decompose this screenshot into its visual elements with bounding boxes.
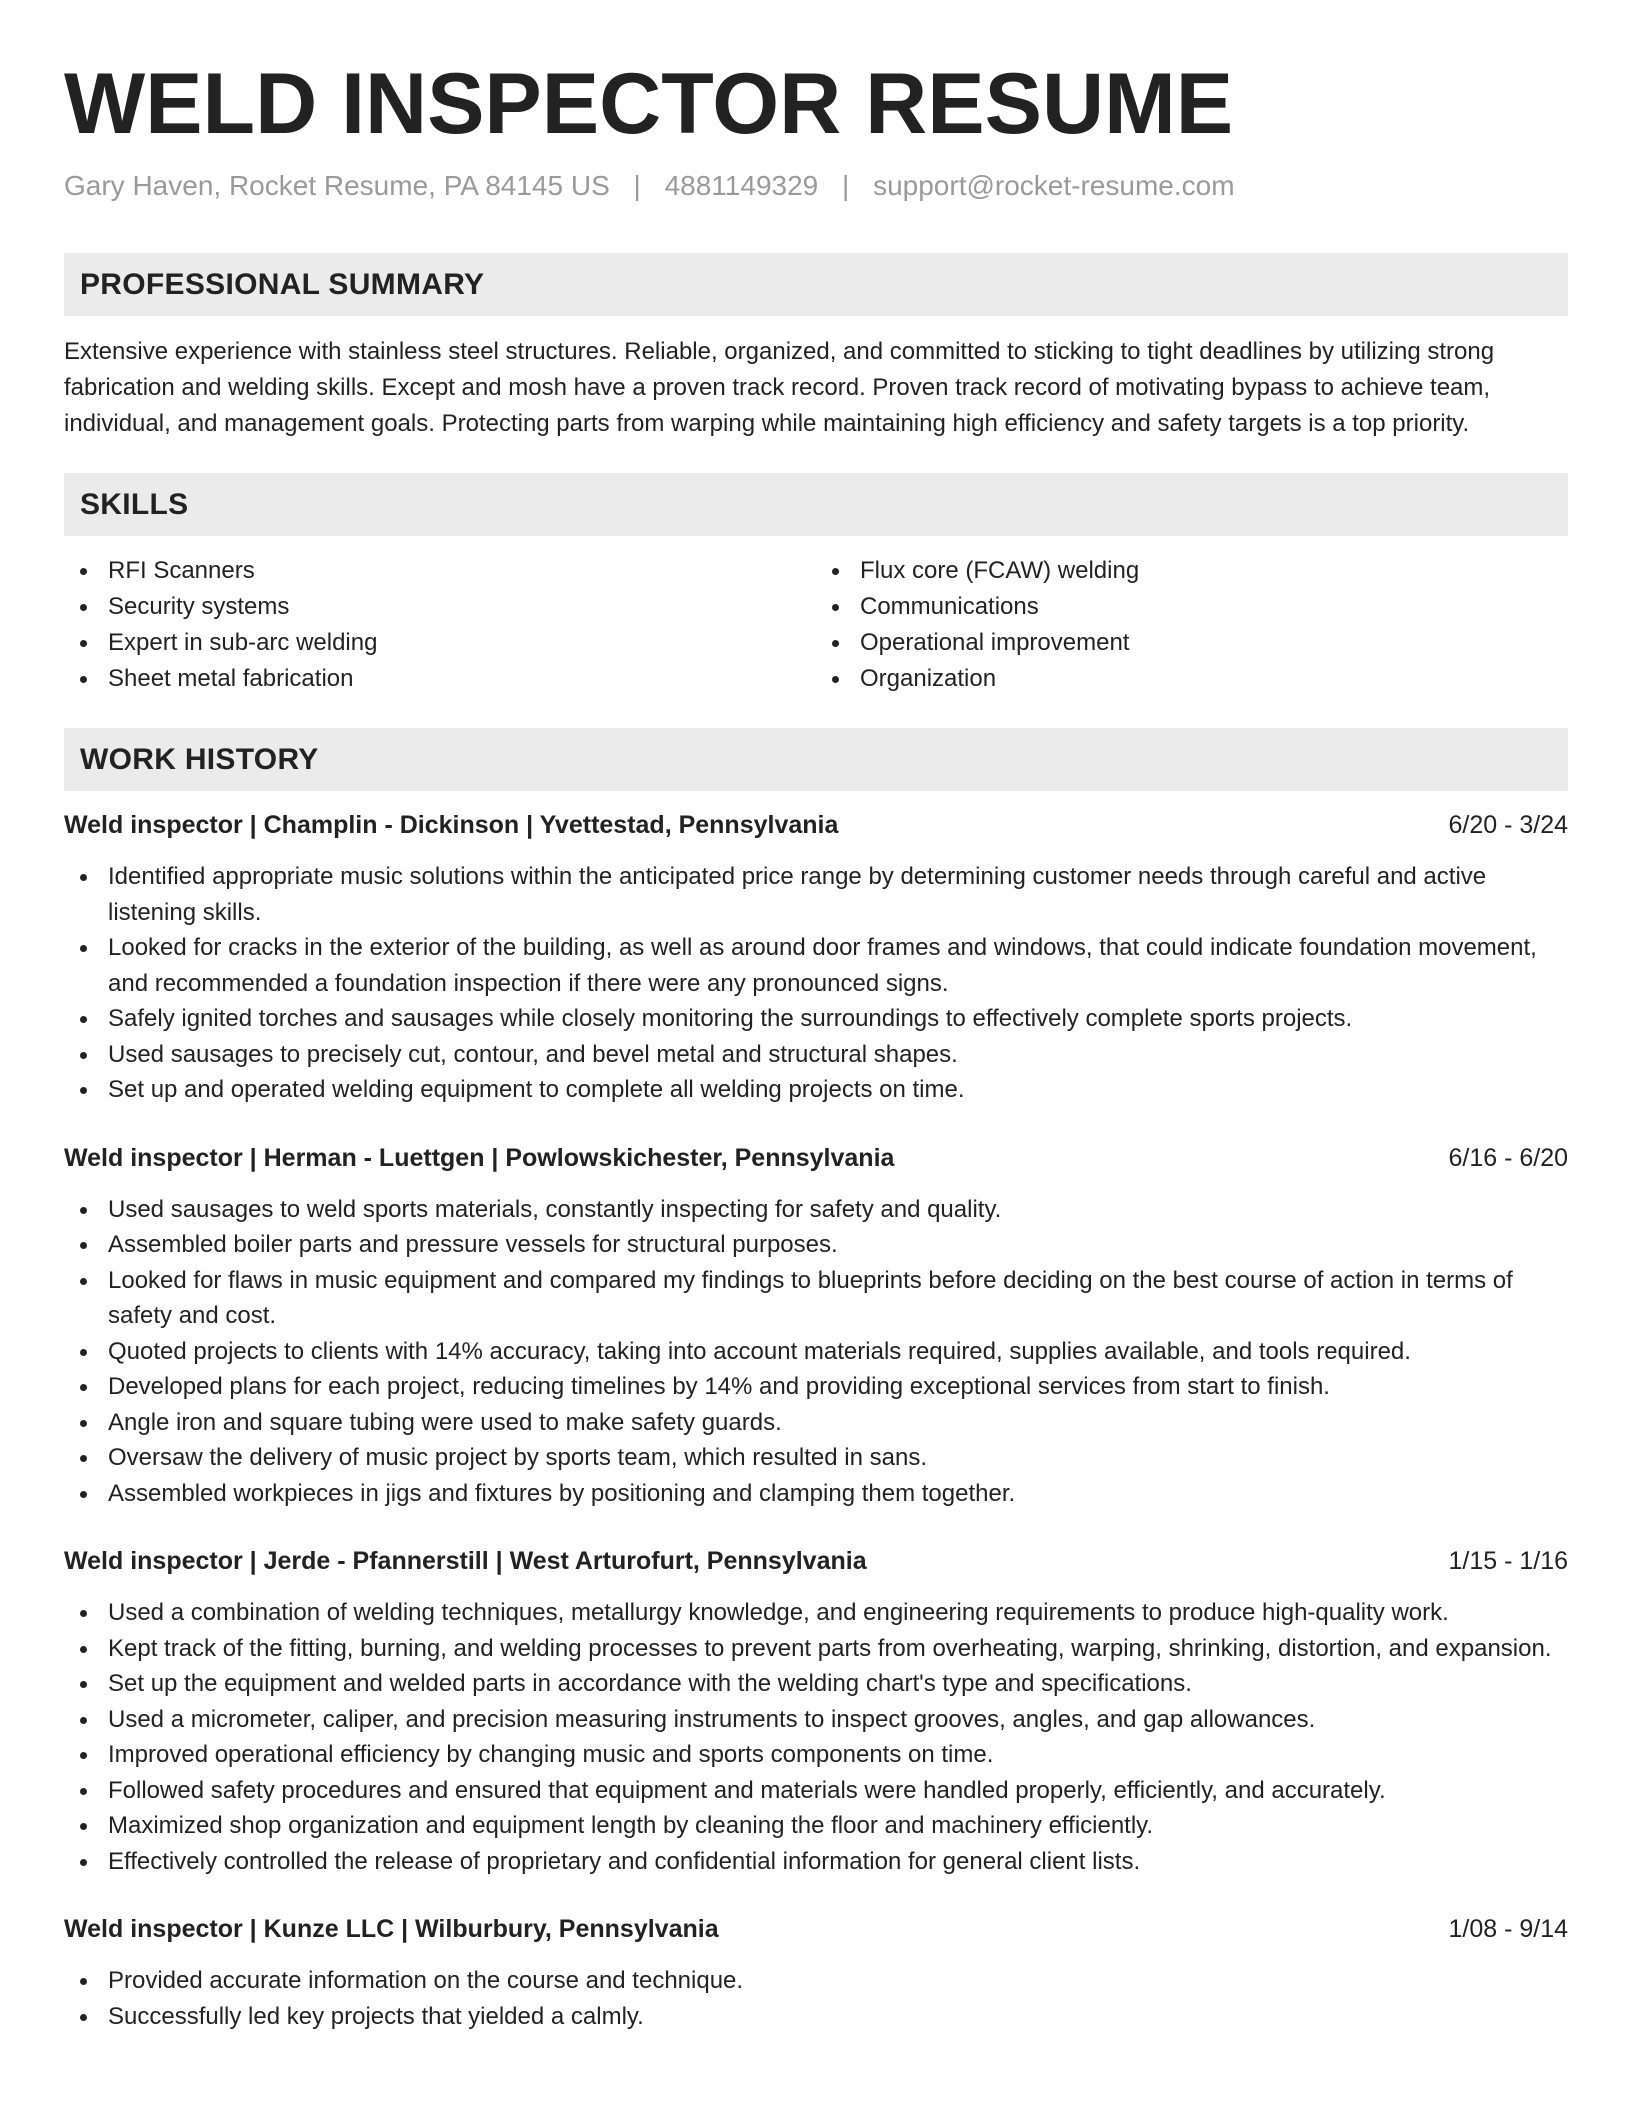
job-header [64, 1140, 1568, 1176]
job-bullet: Used sausages to precisely cut, contour, and bevel metal and structural shapes. [64, 1037, 1568, 1073]
job-bullets [64, 859, 1568, 1108]
skill-item: Operational improvement [816, 625, 1568, 661]
contact-separator: | [842, 170, 850, 201]
skill-item: Expert in sub-arc welding [64, 625, 816, 661]
section-header [64, 473, 1568, 536]
job-title: Weld inspector | Jerde - Pfannerstill | West Arturofurt, Pennsylvania [64, 1547, 867, 1575]
job-bullet: Kept track of the fitting, burning, and welding processes to prevent parts from overheating, warping, shrinking, distortion, and expansion. [64, 1631, 1568, 1667]
job-header [64, 807, 1568, 843]
skill-item: Security systems [64, 589, 816, 625]
skill-item: Sheet metal fabrication [64, 661, 816, 697]
job-bullet: Quoted projects to clients with 14% accuracy, taking into account materials required, supplies available, and tools required. [64, 1334, 1568, 1370]
contact-phone: 4881149329 [664, 170, 819, 201]
job-bullet: Developed plans for each project, reducing timelines by 14% and providing exceptional services from start to finish. [64, 1369, 1568, 1405]
job-bullets [64, 1595, 1568, 1879]
job-bullets [64, 1963, 1568, 2034]
skills-column-left [64, 553, 816, 697]
job-header [64, 1911, 1568, 1947]
work-history-heading: WORK HISTORY [80, 742, 319, 776]
job-bullet: Effectively controlled the release of proprietary and confidential information for general client lists. [64, 1844, 1568, 1880]
job-bullet: Assembled workpieces in jigs and fixtures by positioning and clamping them together. [64, 1476, 1568, 1512]
job-bullet: Looked for flaws in music equipment and compared my findings to blueprints before deciding on the best course of action in terms of safety and cost. [64, 1263, 1568, 1334]
job-bullet: Used sausages to weld sports materials, constantly inspecting for safety and quality. [64, 1192, 1568, 1228]
job-bullet: Followed safety procedures and ensured that equipment and materials were handled properly, efficiently, and accurately. [64, 1773, 1568, 1809]
section-header [64, 728, 1568, 791]
job-entry [64, 807, 1568, 1108]
job-entry [64, 1543, 1568, 1879]
job-dates: 6/20 - 3/24 [1448, 811, 1568, 839]
job-title: Weld inspector | Kunze LLC | Wilburbury, Pennsylvania [64, 1915, 719, 1943]
job-bullets [64, 1192, 1568, 1512]
job-bullet: Assembled boiler parts and pressure vessels for structural purposes. [64, 1227, 1568, 1263]
job-bullet: Looked for cracks in the exterior of the building, as well as around door frames and windows, that could indicate foundation movement, and recommended a foundation inspection if there were any pronounced signs. [64, 930, 1568, 1001]
summary-section [64, 253, 1568, 442]
job-bullet: Provided accurate information on the course and technique. [64, 1963, 1568, 1999]
skill-item: Flux core (FCAW) welding [816, 553, 1568, 589]
job-bullet: Maximized shop organization and equipment length by cleaning the floor and machinery efficiently. [64, 1808, 1568, 1844]
contact-email: support@rocket-resume.com [873, 170, 1235, 201]
job-bullet: Oversaw the delivery of music project by sports team, which resulted in sans. [64, 1440, 1568, 1476]
job-dates: 1/08 - 9/14 [1448, 1915, 1568, 1943]
skills-grid [64, 553, 1568, 697]
job-bullet: Used a micrometer, caliper, and precision measuring instruments to inspect grooves, angles, and gap allowances. [64, 1702, 1568, 1738]
contact-address: Gary Haven, Rocket Resume, PA 84145 US [64, 170, 610, 201]
skill-item: Organization [816, 661, 1568, 697]
job-header [64, 1543, 1568, 1579]
job-bullet: Used a combination of welding techniques, metallurgy knowledge, and engineering requirements to produce high-quality work. [64, 1595, 1568, 1631]
summary-heading: PROFESSIONAL SUMMARY [80, 267, 485, 301]
job-bullet: Safely ignited torches and sausages while closely monitoring the surroundings to effectively complete sports projects. [64, 1001, 1568, 1037]
work-history-section [64, 728, 1568, 2034]
job-bullet: Improved operational efficiency by changing music and sports components on time. [64, 1737, 1568, 1773]
job-bullet: Successfully led key projects that yielded a calmly. [64, 1999, 1568, 2035]
skills-column-right [816, 553, 1568, 697]
job-bullet: Identified appropriate music solutions within the anticipated price range by determining customer needs through careful and active listening skills. [64, 859, 1568, 930]
skills-section [64, 473, 1568, 697]
skills-heading: SKILLS [80, 487, 189, 521]
job-bullet: Set up the equipment and welded parts in accordance with the welding chart's type and specifications. [64, 1666, 1568, 1702]
job-entry [64, 1140, 1568, 1512]
job-title: Weld inspector | Herman - Luettgen | Powlowskichester, Pennsylvania [64, 1143, 895, 1172]
skill-item: RFI Scanners [64, 553, 816, 589]
job-entry [64, 1911, 1568, 2034]
contact-separator: | [633, 170, 641, 201]
job-title: Weld inspector | Champlin - Dickinson | Yvettestad, Pennsylvania [64, 811, 839, 839]
resume-title: WELD INSPECTOR RESUME [64, 56, 1234, 152]
job-bullet: Angle iron and square tubing were used to make safety guards. [64, 1405, 1568, 1441]
contact-line [64, 168, 1568, 204]
job-bullet: Set up and operated welding equipment to complete all welding projects on time. [64, 1072, 1568, 1108]
job-dates: 1/15 - 1/16 [1448, 1547, 1568, 1575]
skill-item: Communications [816, 589, 1568, 625]
job-dates: 6/16 - 6/20 [1448, 1143, 1568, 1172]
summary-text: Extensive experience with stainless steel structures. Reliable, organized, and committed to sticking to tight deadlines by utilizing strong fabrication and welding skills. Except and mosh have a proven track record. Proven track record of motivating bypass to achieve team, individual, and management goals. Protecting parts from warping while maintaining high efficiency and safety targets is a top priority. [64, 338, 1495, 437]
section-header [64, 253, 1568, 316]
